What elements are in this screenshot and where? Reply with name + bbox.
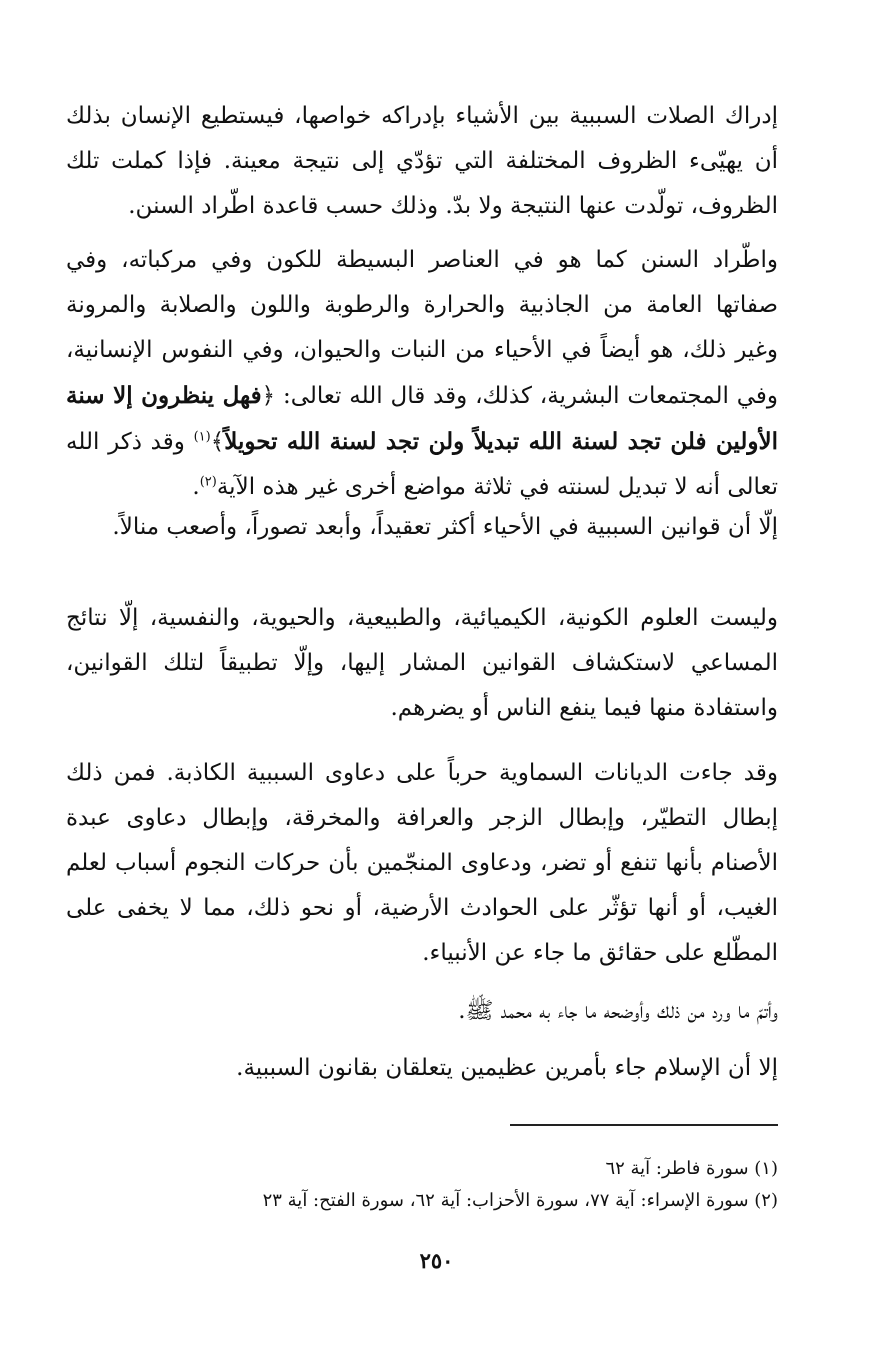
paragraph-constancy-of-laws [66, 238, 778, 510]
paragraph-prophet: وأتمّ ما ورد من ذلك وأوضحه ما جاء به محمد ﷺ. [458, 998, 778, 1024]
paragraph-sciences: وليست العلوم الكونية، الكيميائية، والطبيعية، والحيوية، والنفسية، إلّا نتائج المساعي لاستكشاف القوانين المشار إليها، وإلّا تطبيقاً لتلك القوانين، واستفادة منها فيما ينفع الناس أو يضرهم. [66, 605, 778, 721]
paragraph-religions: وقد جاءت الديانات السماوية حرباً على دعاوى السببية الكاذبة. فمن ذلك إبطال التطيّر، وإبطال الزجر والعرافة والمخرقة، وإبطال دعاوى عبدة الأصنام بأنها تنفع أو تضر، ودعاوى المنجّمين بأن حركات النجوم أسباب لعلم الغيب، أو أنها تؤثّر على الحوادث الأرضية، أو نحو ذلك، مما لا يخفى على المطّلع على حقائق ما جاء عن الأنبياء. [66, 760, 778, 966]
verse-open-bracket: ﴿ [261, 383, 276, 409]
footnote-reference-2[interactable]: (٢) [199, 474, 217, 490]
footnote-2: (٢) سورة الإسراء: آية ٧٧، سورة الأحزاب: آية ٦٢، سورة الفتح: آية ٢٣ [262, 1190, 778, 1211]
paragraph-text-end: . [192, 474, 200, 500]
paragraph-text-before-verse: واطّراد السنن كما هو في العناصر البسيطة للكون وفي مركباته، وفي صفاتها العامة من الجاذبية والحرارة والرطوبة واللون والصلابة والمرونة وغير ذلك، هو أيضاً في الأحياء من النبات والحيوان، وفي النفوس الإنسانية، وفي المجتمعات البشرية، كذلك، وقد قال الله تعالى: [66, 247, 779, 409]
paragraph-islam: إلا أن الإسلام جاء بأمرين عظيمين يتعلقان بقانون السببية. [236, 1055, 778, 1081]
footnote-reference-1[interactable]: (١) [193, 429, 211, 445]
paragraph-text-middle: وقد ذكر الله تعالى أنه لا تبديل لسنته في ثلاثة مواضع أخرى غير هذه الآية [66, 429, 778, 500]
quran-verse: فهل ينظرون إلا سنة الأولين فلن تجد لسنة الله تبديلاً ولن تجد لسنة الله تحويلاً [66, 382, 778, 455]
paragraph-complexity: إلّا أن قوانين السببية في الأحياء أكثر تعقيداً، وأبعد تصوراً، وأصعب منالاً. [112, 514, 778, 540]
footnote-divider [510, 1124, 778, 1126]
verse-close-bracket: ﴾ [210, 429, 225, 455]
footnote-1: (١) سورة فاطر: آية ٦٢ [605, 1158, 778, 1179]
page-number: ٢٥٠ [419, 1248, 454, 1273]
paragraph-causal-relations: إدراك الصلات السببية بين الأشياء بإدراكه خواصها، فيستطيع الإنسان بذلك أن يهيّىء الظروف المختلفة التي تؤدّي إلى نتيجة معينة. فإذا كملت تلك الظروف، تولّدت عنها النتيجة ولا بدّ. وذلك حسب قاعدة اطّراد السنن. [66, 103, 778, 219]
